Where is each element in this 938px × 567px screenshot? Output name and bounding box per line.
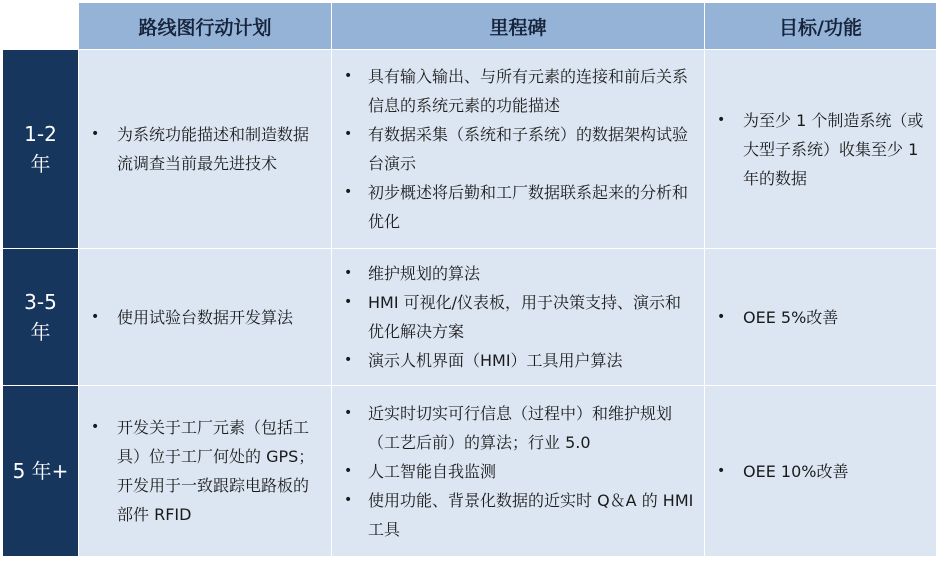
action-cell: [79, 386, 332, 557]
header-action-plan: 路线图行动计划: [79, 3, 332, 50]
list-item: • 为至少 1 个制造系统（或大型子系统）收集至少 1 年的数据: [705, 106, 936, 193]
list-item: • 近实时切实可行信息（过程中）和维护规划（工艺后前）的算法；行业 5.0: [332, 399, 704, 457]
action-cell: [79, 249, 332, 386]
goals-list: [705, 303, 936, 332]
header-corner: [3, 3, 79, 50]
goals-list: [705, 457, 936, 486]
milestones-cell: [332, 50, 705, 249]
milestones-list: [332, 399, 704, 544]
goals-cell: [705, 386, 937, 557]
milestones-cell: [332, 386, 705, 557]
period-label: [3, 386, 79, 557]
list-item: • 为系统功能描述和制造数据流调查当前最先进技术: [79, 120, 331, 178]
list-item: • OEE 10%改善: [705, 457, 936, 486]
list-item: • 开发关于工厂元素（包括工具）位于工厂何处的 GPS；开发用于一致跟踪电路板的部件 RFID: [79, 413, 331, 529]
list-item: • 使用功能、背景化数据的近实时 Q＆A 的 HMI 工具: [332, 486, 704, 544]
list-item: • 初步概述将后勤和工厂数据联系起来的分析和优化: [332, 178, 704, 236]
list-item: • 具有输入输出、与所有元素的连接和前后关系信息的系统元素的功能描述: [332, 62, 704, 120]
list-item: • 演示人机界面（HMI）工具用户算法: [332, 346, 704, 375]
milestones-list: [332, 259, 704, 375]
list-item: • 使用试验台数据开发算法: [79, 303, 331, 332]
list-item: • HMI 可视化/仪表板，用于决策支持、演示和优化解决方案: [332, 288, 704, 346]
list-item: • 人工智能自我监测: [332, 457, 704, 486]
list-item: • 有数据采集（系统和子系统）的数据架构试验台演示: [332, 120, 704, 178]
action-cell: [79, 50, 332, 249]
milestones-list: [332, 62, 704, 236]
period-label: [3, 249, 79, 386]
list-item: • OEE 5%改善: [705, 303, 936, 332]
period-text: 5 年+: [12, 459, 69, 483]
milestones-cell: [332, 249, 705, 386]
table-row: [3, 249, 937, 386]
action-list: [79, 120, 331, 178]
roadmap-table: [2, 2, 937, 557]
header-goals: 目标/功能: [705, 3, 937, 50]
period-label: [3, 50, 79, 249]
goals-list: [705, 106, 936, 193]
action-list: [79, 303, 331, 332]
header-row: [3, 3, 937, 50]
list-item: • 维护规划的算法: [332, 259, 704, 288]
goals-cell: [705, 249, 937, 386]
table-row: [3, 386, 937, 557]
period-text: 3-5 年: [24, 290, 57, 344]
goals-cell: [705, 50, 937, 249]
header-milestones: 里程碑: [332, 3, 705, 50]
action-list: [79, 413, 331, 529]
period-text: 1-2 年: [24, 122, 57, 176]
table-row: [3, 50, 937, 249]
